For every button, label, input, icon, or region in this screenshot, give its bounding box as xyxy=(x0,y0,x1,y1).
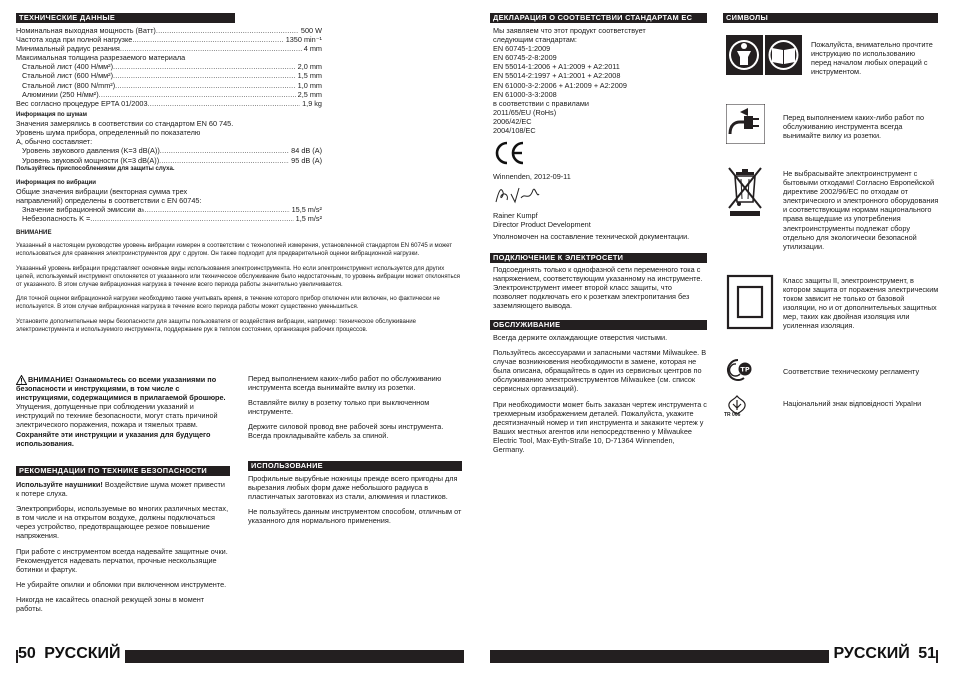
decl-line: EN 61000-3-3:2008 xyxy=(493,89,557,99)
tech-data-value: 1,5 mm xyxy=(297,71,322,81)
safety-p1-bold: Используйте наушники! xyxy=(16,480,103,489)
tech-data-row xyxy=(16,44,322,53)
right-page-number: 51 xyxy=(918,645,936,662)
safety-section xyxy=(16,480,230,619)
decl-line: 2004/108/EC xyxy=(493,126,536,136)
use-paragraph: Профильные вырубные ножницы прежде всего пригодны для вырезания любых форм даже небольшого радиуса в пластинчатых заготовках из стали, алюминия и пластиков. xyxy=(248,474,458,502)
noise-line: A, обычно составляет: xyxy=(16,137,93,147)
left-language: РУССКИЙ xyxy=(44,645,121,662)
ce-mark-icon xyxy=(493,141,525,165)
maint-header: ОБСЛУЖИВАНИЕ xyxy=(490,320,707,330)
decl-line: следующим стандартам: xyxy=(493,35,577,45)
tech-data-value: 1350 min⁻¹ xyxy=(285,35,322,45)
tech-data-header: ТЕХНИЧЕСКИЕ ДАННЫЕ xyxy=(16,13,235,23)
vibration-section xyxy=(16,179,322,224)
vibration-title: Информация по вибрации xyxy=(16,179,96,186)
warning-keep: Сохраняйте эти инструкции и указания для будущего использования. xyxy=(16,429,211,448)
vibration-value: 15,5 m/s² xyxy=(291,205,322,215)
maint-paragraph: Пользуйтесь аксессуарами и запасными частями Milwaukee. В случае возникновения необходимости в замене, которая не была описана, обращайтесь в один из сервисных центров по обслуживанию электроинструментов Milwaukee (см. список сервисных организаций). xyxy=(493,348,707,394)
tech-data-value: 2,5 mm xyxy=(297,89,322,99)
vibration-label: Небезопасность K = xyxy=(22,214,91,224)
decl-line: EN 60745-2-8:2009 xyxy=(493,53,557,63)
tech-data-value: 4 mm xyxy=(303,44,322,54)
noise-line: Уровень шума прибора, определенный по показателю xyxy=(16,128,201,138)
tech-data-value: 1,0 mm xyxy=(297,80,322,90)
noise-title: Информация по шумам xyxy=(16,111,88,118)
decl-line: 2006/42/EC xyxy=(493,116,532,126)
tech-data-label: Номинальная выходная мощность (Ватт) xyxy=(16,26,156,35)
warning-title: ВНИМАНИЕ! xyxy=(28,375,73,384)
decl-line: EN 55014-1:2006 + A1:2009 + A2:2011 xyxy=(493,62,620,72)
left-footer-label xyxy=(18,645,125,663)
vibration-label: Значение вибрационной эмиссии aₕ xyxy=(22,205,145,215)
read-manual-icon xyxy=(726,35,802,75)
vibration-line: направлений) определены в соответствии с EN 60745: xyxy=(16,196,202,206)
attention-paragraph: Для точной оценки вибрационной нагрузки необходимо также учитывать время, в течение которого прибор отключен или включен, но фактически не используется. В этом случае вибрационная нагрузка в течение всего периода работы может существенно уменьшиться. xyxy=(16,295,440,311)
weee-bin-icon xyxy=(726,164,764,218)
safety-paragraph: Никогда не касайтесь опасной режущей зоны в момент работы. xyxy=(16,594,205,614)
vibration-row xyxy=(16,214,322,223)
gost-r-icon xyxy=(724,358,754,384)
signature-icon xyxy=(493,184,543,206)
tech-data-row xyxy=(16,90,322,99)
tech-data-row xyxy=(16,71,322,80)
symbol-text-ukraine: Національний знак відповідності України xyxy=(783,399,922,408)
attention-paragraph: Указанный уровень вибрации представляет основные виды использования электроинструмента. Но если электроинструмент используется для других целей, используемый инструмент отклоняется от указанного или техническое обслуживание было недостаточным, то уровень вибрации может отклоняться от указанного. В этом случае вибрационная нагрузка в течение всего периода работы значительно увеличивается. xyxy=(16,264,460,289)
svg-text:TP: TP xyxy=(740,365,750,374)
maint-paragraph: Всегда держите охлаждающие отверстия чистыми. xyxy=(493,333,668,342)
symbol-text-manual: Пожалуйста, внимательно прочтите инструкцию по использованию перед началом любых операций с инструментом. xyxy=(811,40,933,77)
symbol-text-class-ii: Класс защиты II, электроинструмент, в котором защита от поражения электрическим током зависит не только от базовой изоляции, но и от дополнительных защитных мер, таких как двойная изоляция или усиленная изоляция. xyxy=(783,276,939,331)
mid-paragraph: Перед выполнением каких-либо работ по обслуживанию инструмента всегда вынимайте вилку из розетки. xyxy=(248,374,442,393)
tech-data-label: Максимальная толщина разрезаемого материала xyxy=(16,53,186,63)
decl-section xyxy=(493,26,707,242)
noise-section xyxy=(16,111,322,173)
noise-label: Уровень звуковой мощности (K=3 dB(A)) xyxy=(22,155,160,165)
noise-label: Уровень звукового давления (K=3 dB(A)) xyxy=(22,146,160,156)
connect-header: ПОДКЛЮЧЕНИЕ К ЭЛЕКТРОСЕТИ xyxy=(490,253,707,263)
ukraine-mark-sub: TR 066 xyxy=(724,412,741,418)
symbols-header: СИМВОЛЫ xyxy=(723,13,938,23)
tech-data-label: Минимальный радиус резания xyxy=(16,44,120,54)
tech-data-label: Алюминии (250 Н/мм²) xyxy=(22,89,99,99)
decl-signer-title: Director Product Development xyxy=(493,220,591,230)
decl-place-date: Winnenden, 2012-09-11 xyxy=(493,172,571,182)
vibration-row xyxy=(16,205,322,214)
noise-row xyxy=(16,146,322,155)
symbol-text-unplug: Перед выполнением каких-либо работ по обслуживанию инструмента всегда вынимайте вилку из розетки. xyxy=(783,113,924,141)
noise-row xyxy=(16,156,322,165)
attention-title: ВНИМАНИЕ xyxy=(16,229,52,236)
safety-paragraph: При работе с инструментом всегда надевайте защитные очки. Рекомендуется надевать перчатки, прочные нескользящие ботинки и фартук. xyxy=(16,546,228,574)
tech-data-label: Стальной лист (600 Н/мм²) xyxy=(22,71,114,81)
noise-line: Значения замерялись в соответствии со стандартом EN 60 745. xyxy=(16,119,234,129)
maint-section xyxy=(493,333,707,460)
safety-p1: Воздействие шума может привести к потере слуха. xyxy=(16,480,225,499)
tech-data-row xyxy=(16,62,322,71)
decl-line: EN 60745-1:2009 xyxy=(493,44,551,54)
attention-paragraph: Указанный в настоящем руководстве уровень вибрации измерен в соответствии с технологией измерения, установленной стандартом EN 60745 и может использоваться для сравнения электроинструментов друг с другом. Он также подходит для предварительной оценки вибрационной нагрузки. xyxy=(16,242,453,258)
noise-value: 84 dB (A) xyxy=(291,146,322,156)
tech-data-row xyxy=(16,35,322,44)
tech-data-label: Стальной лист (400 Н/мм²) xyxy=(22,62,114,72)
tech-data-label: Частота хода при полной нагрузке xyxy=(16,35,133,45)
left-page-number: 50 xyxy=(18,645,36,662)
safety-header: РЕКОМЕНДАЦИИ ПО ТЕХНИКЕ БЕЗОПАСНОСТИ xyxy=(16,466,230,476)
unplug-icon xyxy=(726,104,765,144)
attention-section xyxy=(16,229,462,340)
tech-data-row xyxy=(16,99,322,108)
use-header: ИСПОЛЬЗОВАНИЕ xyxy=(248,461,462,471)
right-language: РУССКИЙ xyxy=(833,645,910,662)
decl-line: в соответствии с правилами xyxy=(493,98,589,108)
warning-block xyxy=(16,375,230,448)
use-section xyxy=(248,474,462,531)
maint-paragraph: При необходимости может быть заказан чертеж инструмента с трехмерным изображением деталей. Пожалуйста, укажите десятизначный номер и тип инструмента и закажите чертеж у Ваших местных агентов или непосредственно у Milwaukee Electric Tool, Max-Eyth-Straße 10, D-71364 Winnenden, Germany. xyxy=(493,399,707,455)
right-footer-label xyxy=(829,645,936,663)
tech-data-table xyxy=(16,26,322,108)
mid-paragraph: Держите силовой провод вне рабочей зоны инструмента. Всегда прокладывайте кабель за спиной. xyxy=(248,422,444,441)
tech-data-value: 2,0 mm xyxy=(297,62,322,72)
noise-protect: Пользуйтесь приспособлениями для защиты слуха. xyxy=(16,164,175,172)
connect-text: Подсоединять только к однофазной сети переменного тока с напряжением, соответствующим указанному на инструменте. Электроинструмент имеет второй класс защиты, что позволяет подключать его к розеткам электропитания без заземляющего вывода. xyxy=(493,265,703,311)
decl-line: 2011/65/EU (RoHs) xyxy=(493,107,557,117)
decl-line: Мы заявляем что этот продукт соответствует xyxy=(493,26,646,35)
decl-signer: Rainer Kumpf xyxy=(493,211,538,221)
tech-data-value: 500 W xyxy=(300,26,322,35)
tech-data-row xyxy=(16,26,322,35)
use-paragraph: Не пользуйтесь данным инструментом способом, отличным от указанного для нормального применения. xyxy=(248,507,462,526)
safety-paragraph: Электроприборы, используемые во многих различных местах, в том числе и на открытом воздухе, должны подключаться через устройство, предотвращающее резкое повышение напряжения. xyxy=(16,504,229,541)
tech-data-row xyxy=(16,53,322,62)
warning-bold-text: Ознакомьтесь со всеми указаниями по безопасности и инструкциями, в том числе с инструкциями, содержащимися в прилагаемой брошюре. xyxy=(16,375,226,403)
vibration-value: 1,5 m/s² xyxy=(295,214,322,224)
class-ii-icon xyxy=(726,274,774,330)
warning-triangle-icon xyxy=(16,375,27,385)
decl-authorized: Уполномочен на составление технической документации. xyxy=(493,232,690,242)
mid-paragraph: Вставляйте вилку в розетку только при выключенном инструменте. xyxy=(248,398,430,417)
warning-text: Упущения, допущенные при соблюдении указаний и инструкций по технике безопасности, могут стать причиной электрического поражения, пожара и тяжелых травм. xyxy=(16,402,218,430)
decl-line: EN 61000-3-2:2006 + A1:2009 + A2:2009 xyxy=(493,80,627,90)
attention-paragraph: Установите дополнительные меры безопасности для защиты пользователя от воздействия вибрации, например: техническое обслуживание электроинструмента и используемого инструмента, поддержание рук в теплом состоянии, организация рабочих процессов. xyxy=(16,317,417,333)
symbol-text-weee: Не выбрасывайте электроинструмент с бытовыми отходами! Согласно Европейской директиве 2002/96/ЕС по отходам от электрического и электронного оборудования и соответствующим нормам национального права выщедшие из употребления электроинструменты подлежат сбору отдельно для экологически безопасной утилизации. xyxy=(783,169,939,251)
tech-data-value: 1,9 kg xyxy=(302,98,322,108)
decl-line: EN 55014-2:1997 + A1:2001 + A2:2008 xyxy=(493,71,621,81)
tech-data-row xyxy=(16,81,322,90)
vibration-line: Общие значения вибрации (векторная сумма трех xyxy=(16,187,188,197)
noise-value: 95 dB (A) xyxy=(291,155,322,165)
safety-paragraph: Не убирайте опилки и обломки при включенном инструменте. xyxy=(16,579,227,589)
mid-column xyxy=(248,374,462,447)
tech-data-label: Вес согласно процедуре EPTA 01/2003 xyxy=(16,98,148,108)
symbol-text-gost: Соответствие техническому регламенту xyxy=(783,367,920,376)
decl-header: ДЕКЛАРАЦИЯ О СООТВЕТСТВИИ СТАНДАРТАМ ЕС xyxy=(490,13,707,23)
tech-data-label: Стальной лист (800 N/mm²) xyxy=(22,80,116,90)
